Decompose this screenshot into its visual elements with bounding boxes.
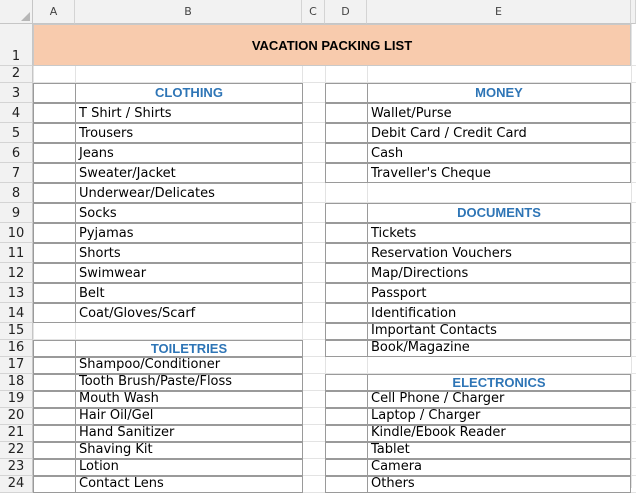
electronics-item[interactable]: Kindle/Ebook Reader — [367, 425, 631, 442]
row-header-23[interactable]: 23 — [0, 459, 33, 476]
toiletries-item[interactable]: Mouth Wash — [75, 391, 303, 408]
checkbox-cell[interactable] — [325, 203, 368, 223]
money-item[interactable]: Debit Card / Credit Card — [367, 123, 631, 143]
toiletries-item[interactable]: Tooth Brush/Paste/Floss — [75, 374, 303, 391]
checkbox-cell[interactable] — [33, 223, 76, 243]
clothing-item[interactable]: Socks — [75, 203, 303, 223]
row-header-21[interactable]: 21 — [0, 425, 33, 442]
row-header-9[interactable]: 9 — [0, 203, 33, 223]
checkbox-cell[interactable] — [325, 163, 368, 183]
checkbox-cell[interactable] — [325, 283, 368, 303]
checkbox-cell[interactable] — [325, 425, 368, 442]
checkbox-cell[interactable] — [325, 391, 368, 408]
documents-item[interactable]: Identification — [367, 303, 631, 323]
checkbox-cell[interactable] — [33, 243, 76, 263]
clothing-item[interactable]: Underwear/Delicates — [75, 183, 303, 203]
documents-item[interactable]: Reservation Vouchers — [367, 243, 631, 263]
checkbox-cell[interactable] — [33, 459, 76, 476]
checkbox-cell[interactable] — [325, 323, 368, 340]
row-header-14[interactable]: 14 — [0, 303, 33, 323]
row-header-11[interactable]: 11 — [0, 243, 33, 263]
checkbox-cell[interactable] — [325, 223, 368, 243]
toiletries-item[interactable]: Contact Lens — [75, 476, 303, 493]
toiletries-item[interactable]: Hand Sanitizer — [75, 425, 303, 442]
checkbox-cell[interactable] — [33, 183, 76, 203]
column-header-e[interactable]: E — [367, 0, 631, 24]
checkbox-cell[interactable] — [325, 303, 368, 323]
money-item[interactable]: Cash — [367, 143, 631, 163]
checkbox-cell[interactable] — [33, 83, 76, 103]
column-header-b[interactable]: B — [75, 0, 302, 24]
checkbox-cell[interactable] — [325, 123, 368, 143]
checkbox-cell[interactable] — [325, 374, 368, 391]
clothing-item[interactable]: Pyjamas — [75, 223, 303, 243]
checkbox-cell[interactable] — [33, 357, 76, 374]
electronics-section-header[interactable]: ELECTRONICS — [367, 374, 631, 391]
checkbox-cell[interactable] — [325, 476, 368, 493]
checkbox-cell[interactable] — [325, 143, 368, 163]
row-header-6[interactable]: 6 — [0, 143, 33, 163]
checkbox-cell[interactable] — [33, 263, 76, 283]
checkbox-cell[interactable] — [325, 263, 368, 283]
checkbox-cell[interactable] — [33, 340, 76, 357]
clothing-item[interactable]: Shorts — [75, 243, 303, 263]
row-header-5[interactable]: 5 — [0, 123, 33, 143]
row-header-19[interactable]: 19 — [0, 391, 33, 408]
documents-section-header[interactable]: DOCUMENTS — [367, 203, 631, 223]
gridline-vertical — [631, 24, 632, 488]
clothing-item[interactable]: Trousers — [75, 123, 303, 143]
row-header-8[interactable]: 8 — [0, 183, 33, 203]
row-header-16[interactable]: 16 — [0, 340, 33, 357]
documents-item[interactable]: Tickets — [367, 223, 631, 243]
row-header-13[interactable]: 13 — [0, 283, 33, 303]
checkbox-cell[interactable] — [325, 459, 368, 476]
checkbox-cell[interactable] — [33, 408, 76, 425]
row-header-15[interactable]: 15 — [0, 323, 33, 340]
row-header-4[interactable]: 4 — [0, 103, 33, 123]
checkbox-cell[interactable] — [33, 476, 76, 493]
checkbox-cell[interactable] — [33, 163, 76, 183]
clothing-item[interactable]: Swimwear — [75, 263, 303, 283]
clothing-item[interactable]: Belt — [75, 283, 303, 303]
row-header-2[interactable]: 2 — [0, 66, 33, 83]
checkbox-cell[interactable] — [33, 103, 76, 123]
documents-item[interactable]: Important Contacts — [367, 323, 631, 340]
checkbox-cell[interactable] — [33, 425, 76, 442]
checkbox-cell[interactable] — [33, 374, 76, 391]
checkbox-cell[interactable] — [325, 340, 368, 357]
checkbox-cell[interactable] — [325, 83, 368, 103]
toiletries-item[interactable]: Shampoo/Conditioner — [75, 357, 303, 374]
toiletries-section-header[interactable]: TOILETRIES — [75, 340, 303, 357]
checkbox-cell[interactable] — [33, 203, 76, 223]
row-header-12[interactable]: 12 — [0, 263, 33, 283]
clothing-item[interactable]: Sweater/Jacket — [75, 163, 303, 183]
row-header-22[interactable]: 22 — [0, 442, 33, 459]
clothing-item[interactable]: T Shirt / Shirts — [75, 103, 303, 123]
documents-item[interactable]: Map/Directions — [367, 263, 631, 283]
electronics-item[interactable]: Camera — [367, 459, 631, 476]
money-section-header[interactable]: MONEY — [367, 83, 631, 103]
toiletries-item[interactable]: Shaving Kit — [75, 442, 303, 459]
checkbox-cell[interactable] — [33, 391, 76, 408]
checkbox-cell[interactable] — [33, 283, 76, 303]
row-header-3[interactable]: 3 — [0, 83, 33, 103]
row-header-17[interactable]: 17 — [0, 357, 33, 374]
row-header-7[interactable]: 7 — [0, 163, 33, 183]
electronics-item[interactable]: Laptop / Charger — [367, 408, 631, 425]
electronics-item[interactable]: Tablet — [367, 442, 631, 459]
column-header-d[interactable]: D — [325, 0, 367, 24]
checkbox-cell[interactable] — [33, 442, 76, 459]
select-all-corner[interactable] — [0, 0, 33, 24]
row-header-18[interactable]: 18 — [0, 374, 33, 391]
column-header-c[interactable]: C — [302, 0, 325, 24]
checkbox-cell[interactable] — [33, 303, 76, 323]
row-header-20[interactable]: 20 — [0, 408, 33, 425]
row-header-24[interactable]: 24 — [0, 476, 33, 493]
documents-item[interactable]: Book/Magazine — [367, 340, 631, 357]
electronics-item[interactable]: Cell Phone / Charger — [367, 391, 631, 408]
toiletries-item[interactable]: Lotion — [75, 459, 303, 476]
clothing-section-header[interactable]: CLOTHING — [75, 83, 303, 103]
page-title[interactable]: VACATION PACKING LIST — [33, 24, 631, 66]
checkbox-cell[interactable] — [325, 442, 368, 459]
checkbox-cell[interactable] — [33, 143, 76, 163]
column-header-filler — [631, 0, 636, 24]
money-item[interactable]: Traveller's Cheque — [367, 163, 631, 183]
money-item[interactable]: Wallet/Purse — [367, 103, 631, 123]
checkbox-cell[interactable] — [33, 123, 76, 143]
row-header-1[interactable]: 1 — [0, 24, 33, 66]
checkbox-cell[interactable] — [325, 408, 368, 425]
clothing-item[interactable]: Coat/Gloves/Scarf — [75, 303, 303, 323]
checkbox-cell[interactable] — [325, 103, 368, 123]
electronics-item[interactable]: Others — [367, 476, 631, 493]
column-header-a[interactable]: A — [33, 0, 75, 24]
select-all-triangle-icon — [21, 12, 30, 21]
row-header-10[interactable]: 10 — [0, 223, 33, 243]
documents-item[interactable]: Passport — [367, 283, 631, 303]
checkbox-cell[interactable] — [325, 243, 368, 263]
clothing-item[interactable]: Jeans — [75, 143, 303, 163]
toiletries-item[interactable]: Hair Oil/Gel — [75, 408, 303, 425]
